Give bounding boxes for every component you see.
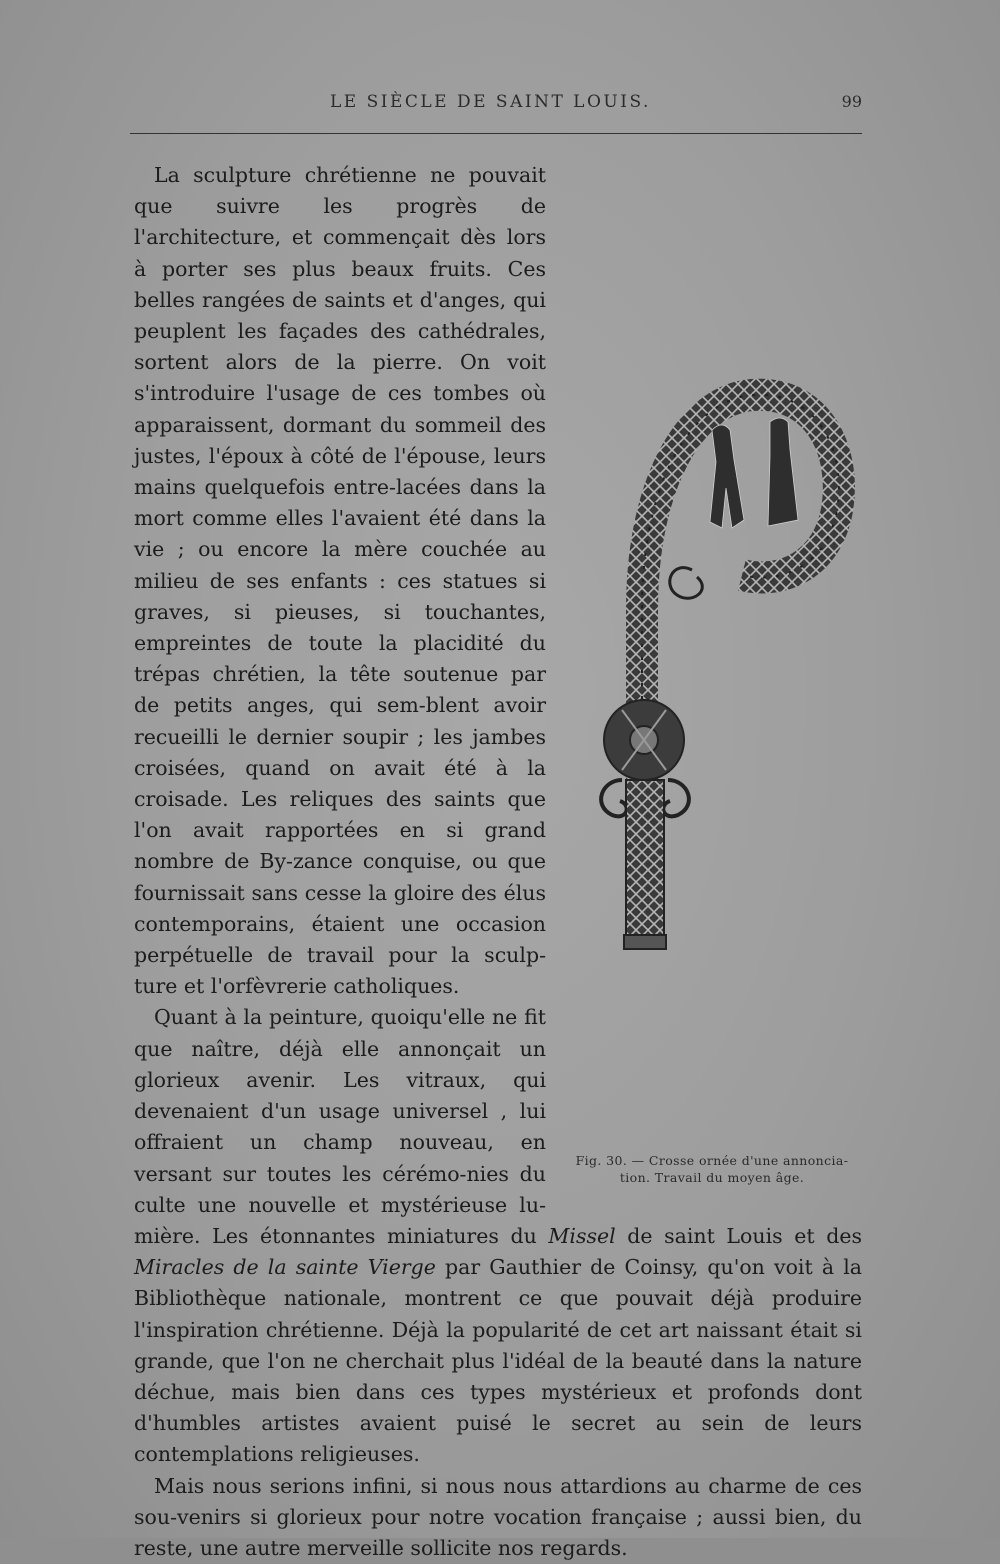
running-head	[130, 90, 862, 120]
page-number: 99	[841, 92, 862, 111]
paragraph-2-part-b: de saint Louis et des	[627, 1223, 862, 1248]
figure-caption: Fig. 30. — Crosse ornée d'une annoncia-tion. Travail du moyen âge.	[575, 1153, 849, 1185]
header-rule	[130, 133, 862, 134]
italic-miracles: Miracles de la sainte Vierge	[134, 1255, 436, 1280]
paragraph-1: La sculpture chrétienne ne pouvait que suivre les progrès de l'architecture, et commençait dès lors à porter ses plus beaux fruits. Ces belles rangées de saints et d'anges, qui peuplent les façades des cathédrales, sortent alors de la pierre. On voit s'introduire l'usage de ces tombes où apparaissent, dormant du sommeil des justes, l'époux à côté de l'épouse, leurs mains quelquefois entre-lacées dans la mort comme elles l'avaient été dans la vie ; ou encore la mère couchée au milieu de ses enfants : ces statues si graves, si pieuses, si touchantes, empreintes de toute la placidité du trépas chrétien, la tête soutenue par de petits anges, qui sem-blent avoir recueilli le dernier soupir ; les jambes croisées, quand on avait été à la croisade. Les reliques des saints que l'on avait rapportées en si grand nombre de By-zance conquise, ou que fournissait sans cesse la gloire des élus contemporains, étaient une occasion perpétuelle de travail pour la sculp-ture et l'orfèvrerie catholiques.	[134, 163, 546, 999]
figure	[562, 360, 862, 1210]
running-title: LE SIÈCLE DE SAINT LOUIS.	[330, 92, 651, 112]
paragraph-3: Mais nous serions infini, si nous nous attardions au charme de ces sou-venirs si glorieux pour notre vocation française ; aussi bien, du reste, une autre merveille sollicite nos regards.	[134, 1473, 862, 1560]
paragraph-2-part-a: Quant à la peinture, quoiqu'elle ne fit que naître, déjà elle annonçait un glorieux avenir. Les vitraux, qui devenaient d'un usage universel , lui offraient un champ nouveau, en versant sur toutes les cérémo-nies du culte une nouvelle et mystérieuse lu-mière. Les étonnantes miniatures du	[134, 1005, 546, 1248]
crosier-illustration	[582, 360, 852, 1140]
body-text	[134, 160, 862, 1564]
paragraph-2-part-c: par Gauthier de Coinsy, qu'on voit à la Bibliothèque nationale, montrent ce que pouvait déjà produire l'inspiration chrétienne. Déjà la popularité de cet art naissant était si grande, que l'on ne cherchait plus l'idéal de la beauté dans la nature déchue, mais bien dans ces types mystérieux et profonds dont d'humbles artistes avaient puisé le secret au sein de leurs contemplations religieuses.	[134, 1255, 862, 1467]
italic-missel: Missel	[548, 1223, 616, 1248]
